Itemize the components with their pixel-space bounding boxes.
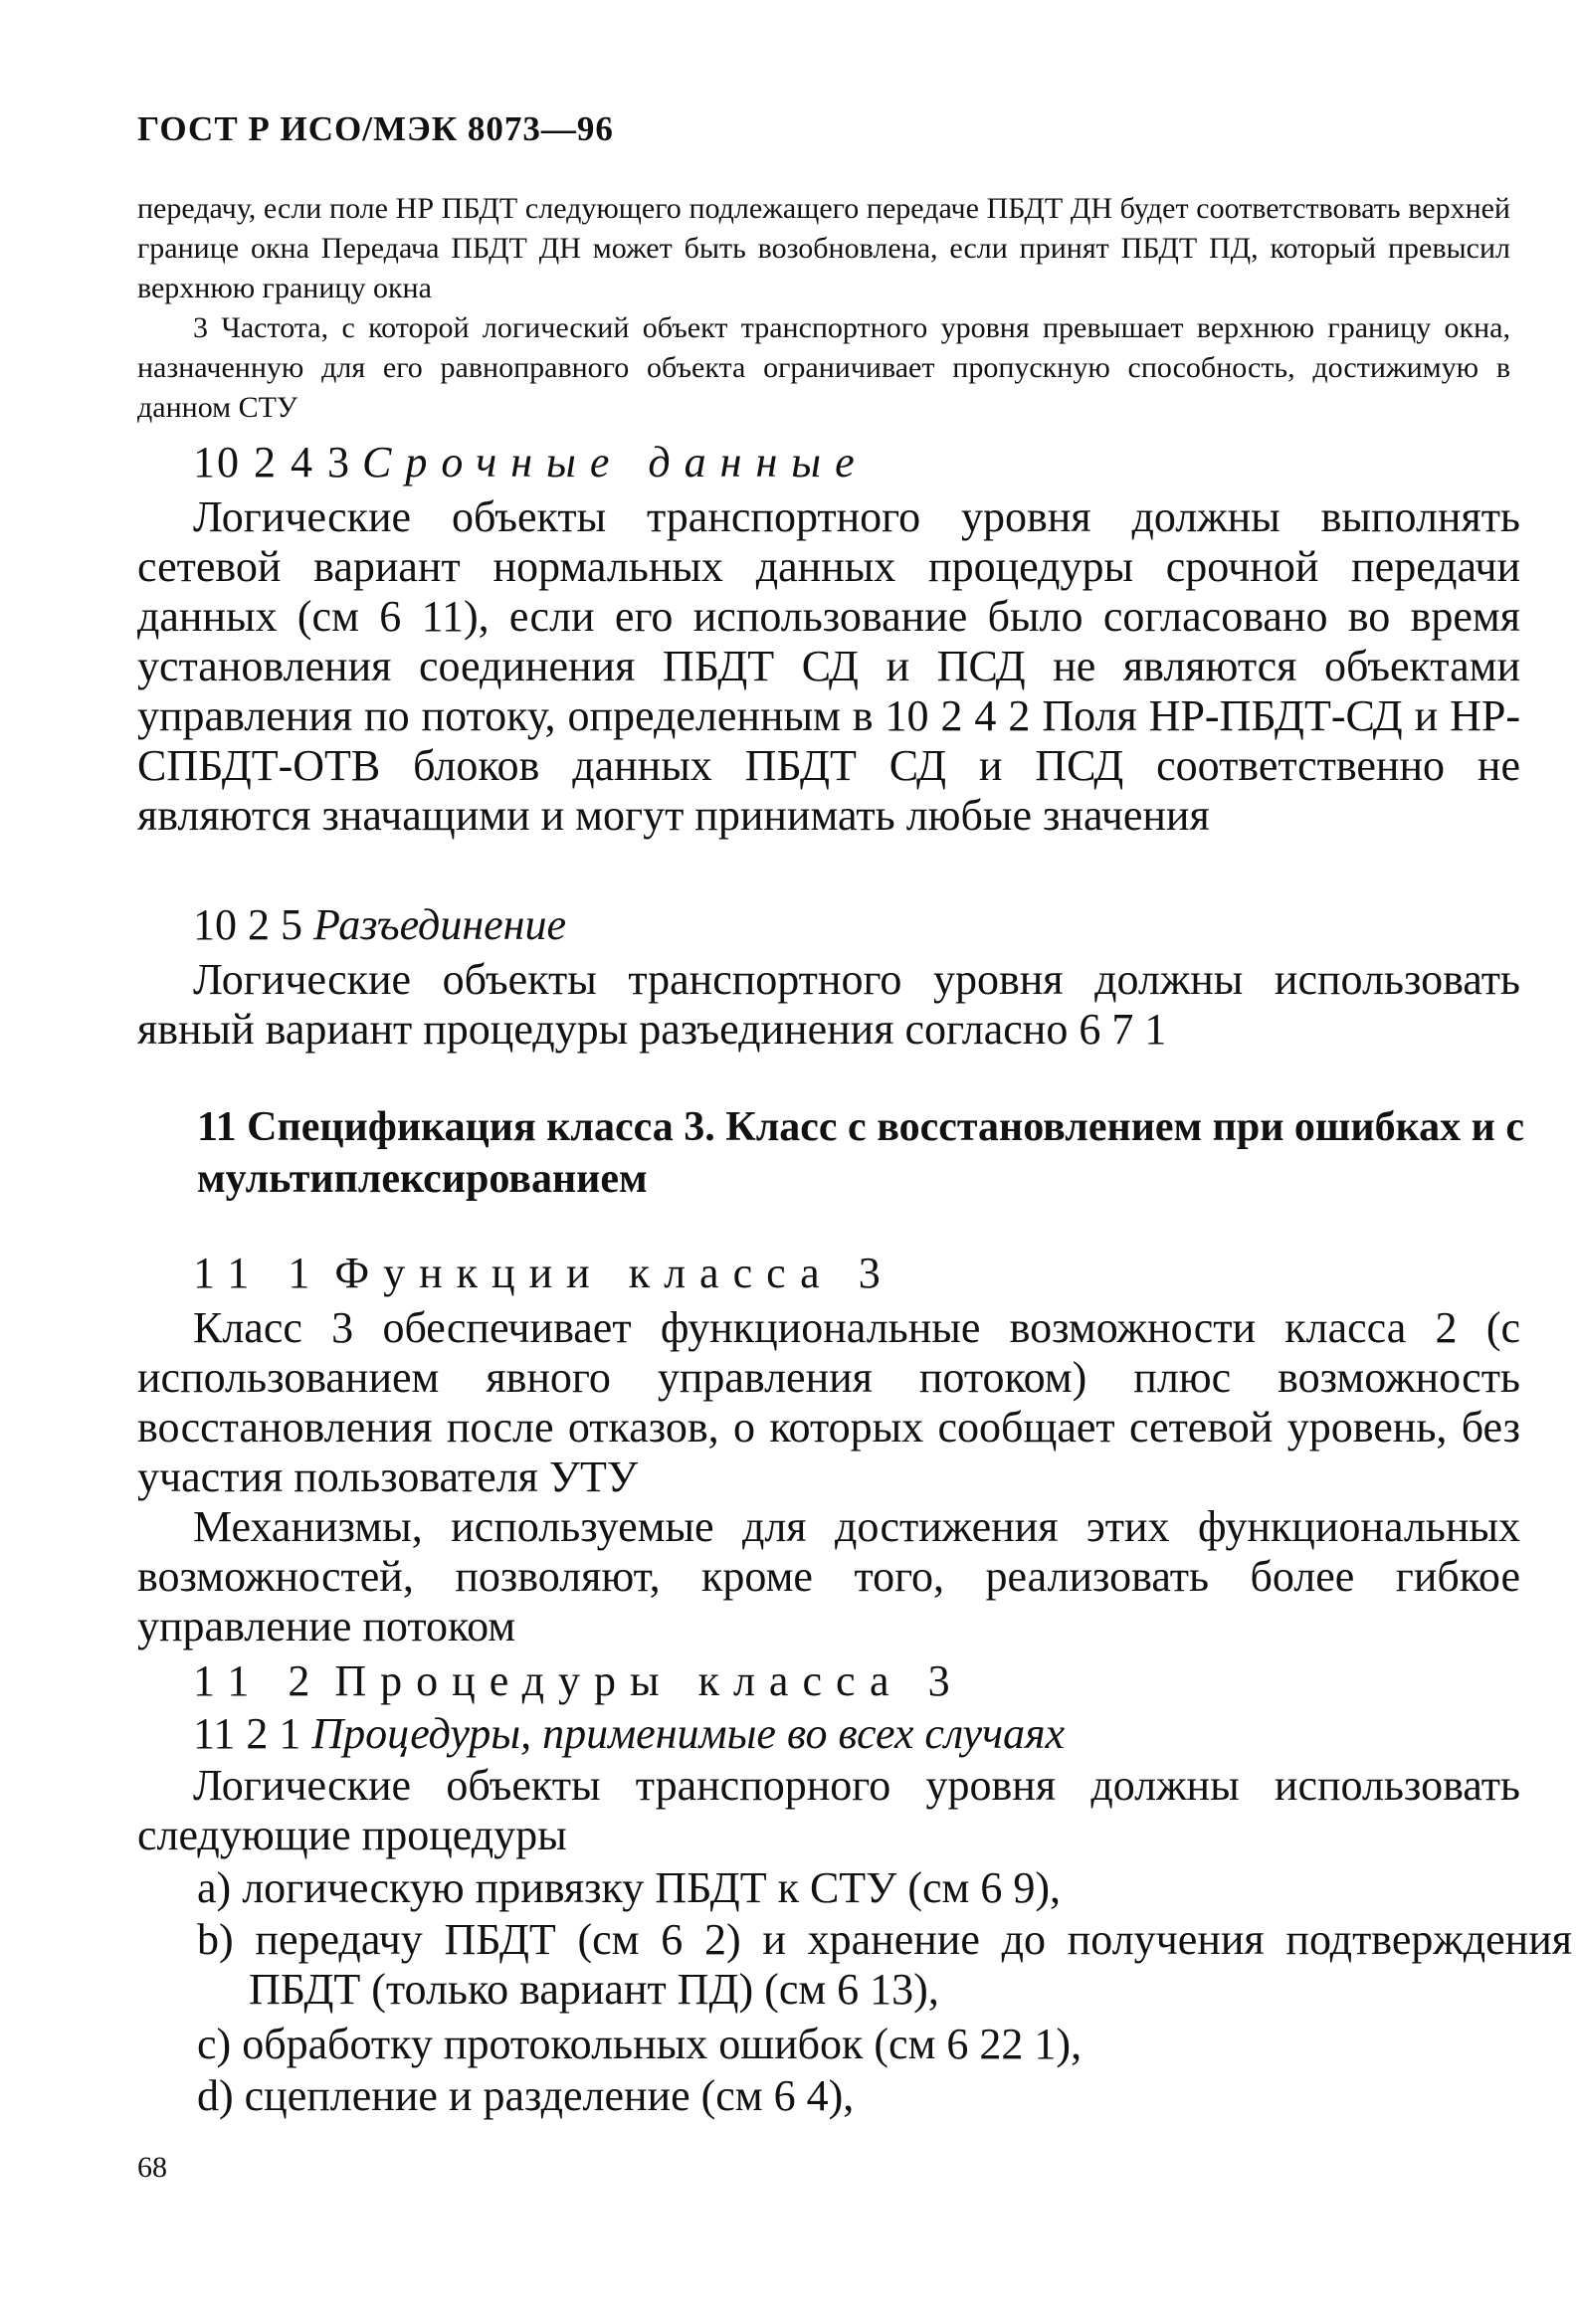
heading-title: Срочные данные: [362, 438, 869, 486]
paragraph-10243: Логические объекты транспортного уровня должны выполнять сетевой вариант нормальных данных процедуры срочной передачи данных (см 6 11), если его использование было согласовано во время установления соединения ПБДТ СД и ПСД не являются объектами управления по потоку, определенным в 10 2 4 2 Поля НР-ПБДТ-СД и НР-СПБДТ-ОТВ блоков данных ПБДТ СД и ПСД соответственно не являются значащими и могут принимать любые значения: [137, 492, 1520, 840]
paragraph-top-continuation: передачу, если поле НР ПБДТ следующего подлежащего передаче ПБДТ ДН будет соответствовать верхней границе окна Передача ПБДТ ДН может быть возобновлена, если принят ПБДТ ПД, который превысил верхнюю границу окна: [137, 192, 1510, 304]
heading-number: 10 2 4 3: [193, 438, 351, 486]
heading-title: Процедуры класса 3: [334, 1656, 964, 1705]
list-marker: a): [197, 1863, 232, 1912]
paragraph-1121: Логические объекты транспорного уровня должны использовать следующие процедуры: [137, 1761, 1520, 1859]
list-text: логическую привязку ПБДТ к СТУ (см 6 9),: [242, 1863, 1061, 1912]
heading-10243: [137, 438, 1520, 487]
heading-1025: [137, 900, 1520, 950]
list-marker: b): [197, 1915, 234, 1964]
heading-number: 11 1: [193, 1249, 324, 1297]
list-marker: d): [197, 2071, 234, 2120]
list-text: сцепление и разделение (см 6 4),: [244, 2071, 855, 2120]
running-head: ГОСТ Р ИСО/МЭК 8073—96: [137, 109, 614, 148]
list-text: обработку протокольных ошибок (см 6 22 1),: [242, 2020, 1083, 2068]
heading-number: 11 2 1: [193, 1709, 301, 1758]
list-marker: c): [197, 2020, 232, 2068]
heading-112: [137, 1656, 1520, 1706]
list-text: передачу ПБДТ (см 6 2) и хранение до получения подтверждения ПБДТ (только вариант ПД) (см 6 13),: [249, 1915, 1572, 2014]
heading-number: 11 2: [193, 1656, 324, 1705]
paragraph-1025: Логические объекты транспортного уровня должны использовать явный вариант процедуры разъединения согласно 6 7 1: [137, 955, 1520, 1054]
heading-title: Процедуры, применимые во всех случаях: [311, 1709, 1066, 1758]
paragraph-111-b: Механизмы, используемые для достижения этих функциональных возможностей, позволяют, кроме того, реализовать более гибкое управление потоком: [137, 1502, 1520, 1650]
heading-1121: [137, 1709, 1520, 1759]
note-3: 3 Частота, с которой логический объект транспортного уровня превышает верхнюю границу окна, назначенную для его равноправного объекта ограничивает пропускную способность, достижимую в данном СТУ: [137, 311, 1510, 424]
list-item: [197, 1915, 1572, 2015]
list-item: [197, 2071, 1530, 2121]
paragraph-111-a: Класс 3 обеспечивает функциональные возможности класса 2 (с использованием явного управления потоком) плюс возможность восстановления после отказов, о которых сообщает сетевой уровень, без участия пользователя УТУ: [137, 1303, 1520, 1501]
list-item: [197, 2020, 1530, 2069]
heading-title: Разъединение: [313, 900, 567, 949]
section-11-title: 11 Спецификация класса 3. Класс с восстановлением при ошибках и с мультиплексированием: [197, 1104, 1524, 1202]
heading-111: [137, 1249, 1520, 1298]
heading-number: 10 2 5: [193, 900, 302, 949]
page-number: 68: [137, 2151, 167, 2184]
heading-title: Функции класса 3: [334, 1249, 894, 1297]
list-item: [197, 1863, 1530, 1913]
